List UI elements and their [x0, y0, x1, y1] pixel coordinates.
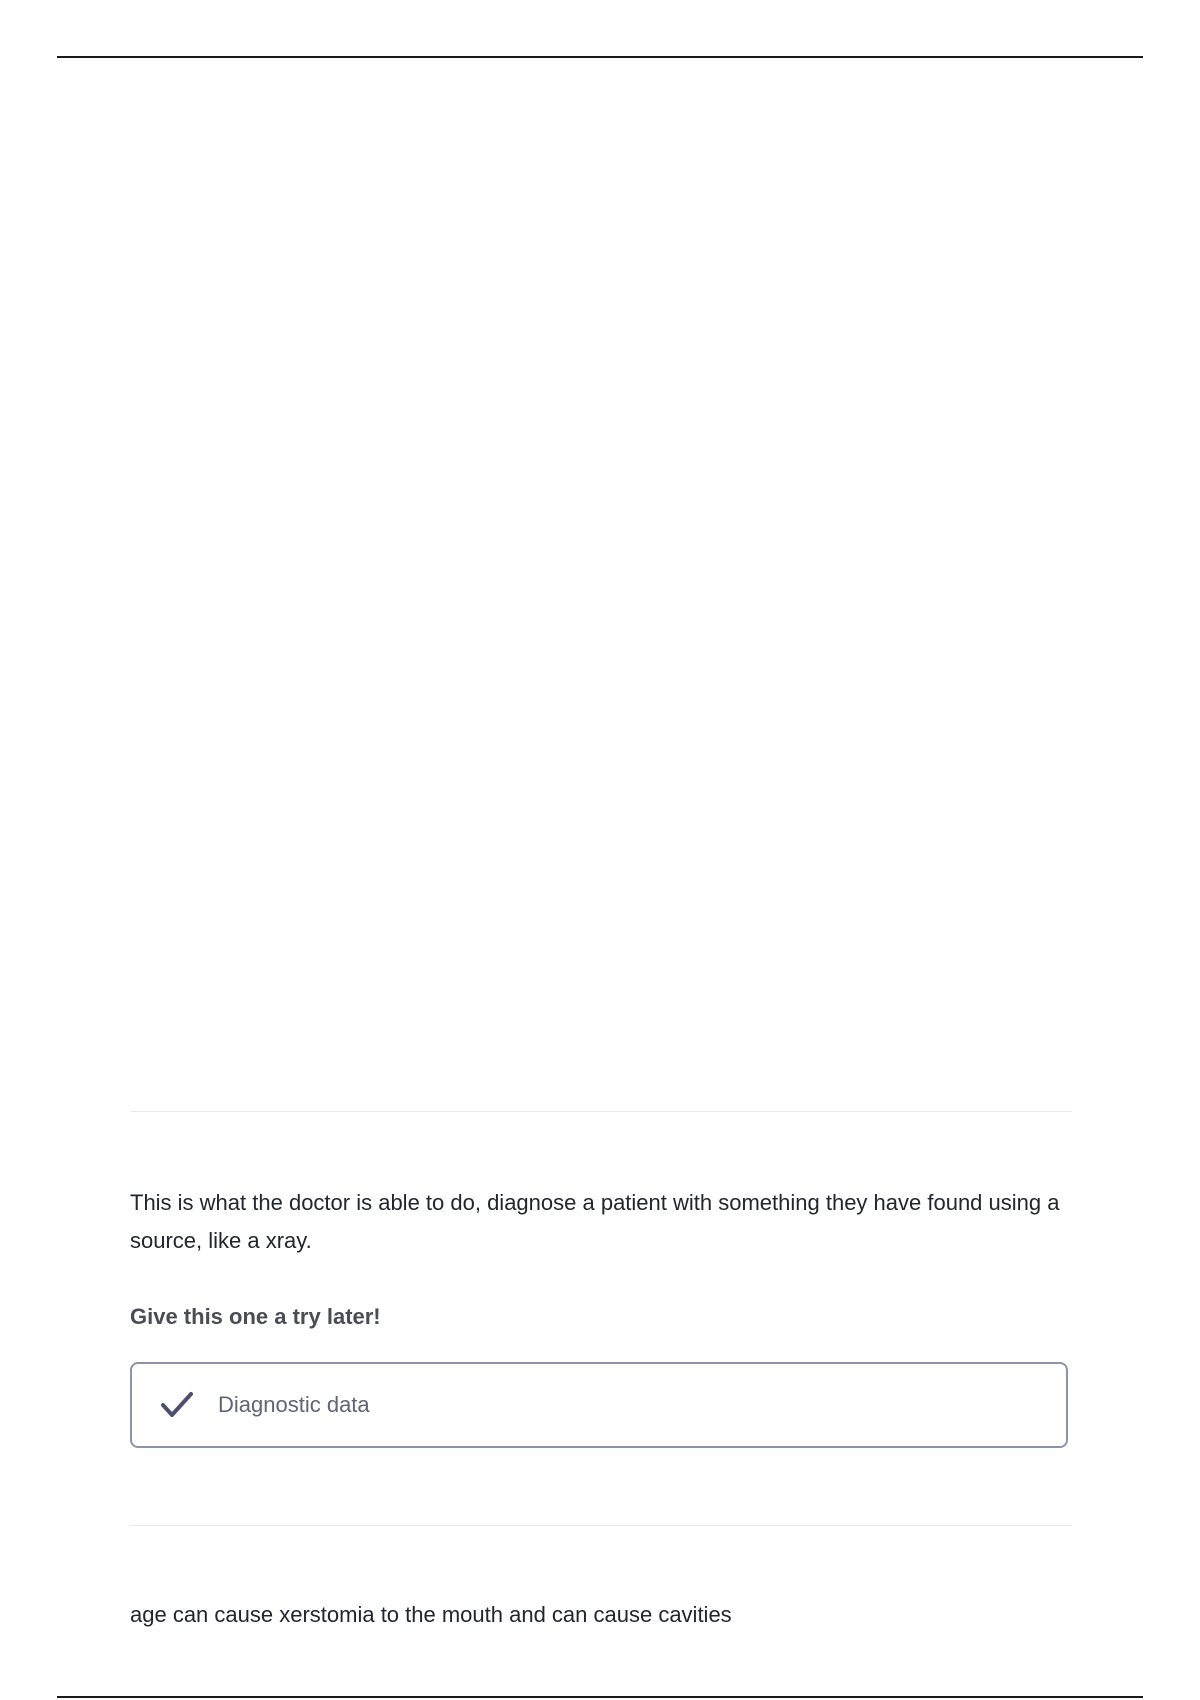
checkmark-icon — [160, 1390, 194, 1420]
page-top-rule — [57, 56, 1143, 58]
next-card-text: age can cause xerstomia to the mouth and can cause cavities — [130, 1602, 732, 1627]
section-divider — [130, 1111, 1072, 1112]
definition-text: This is what the doctor is able to do, diagnose a patient with something they have found using a source, like a xray. — [130, 1190, 1060, 1253]
page-bottom-rule — [57, 1696, 1143, 1698]
answer-text: Diagnostic data — [218, 1392, 370, 1417]
answer-option[interactable] — [130, 1362, 1068, 1448]
try-later-label: Give this one a try later! — [130, 1304, 381, 1329]
section-divider — [130, 1525, 1072, 1526]
